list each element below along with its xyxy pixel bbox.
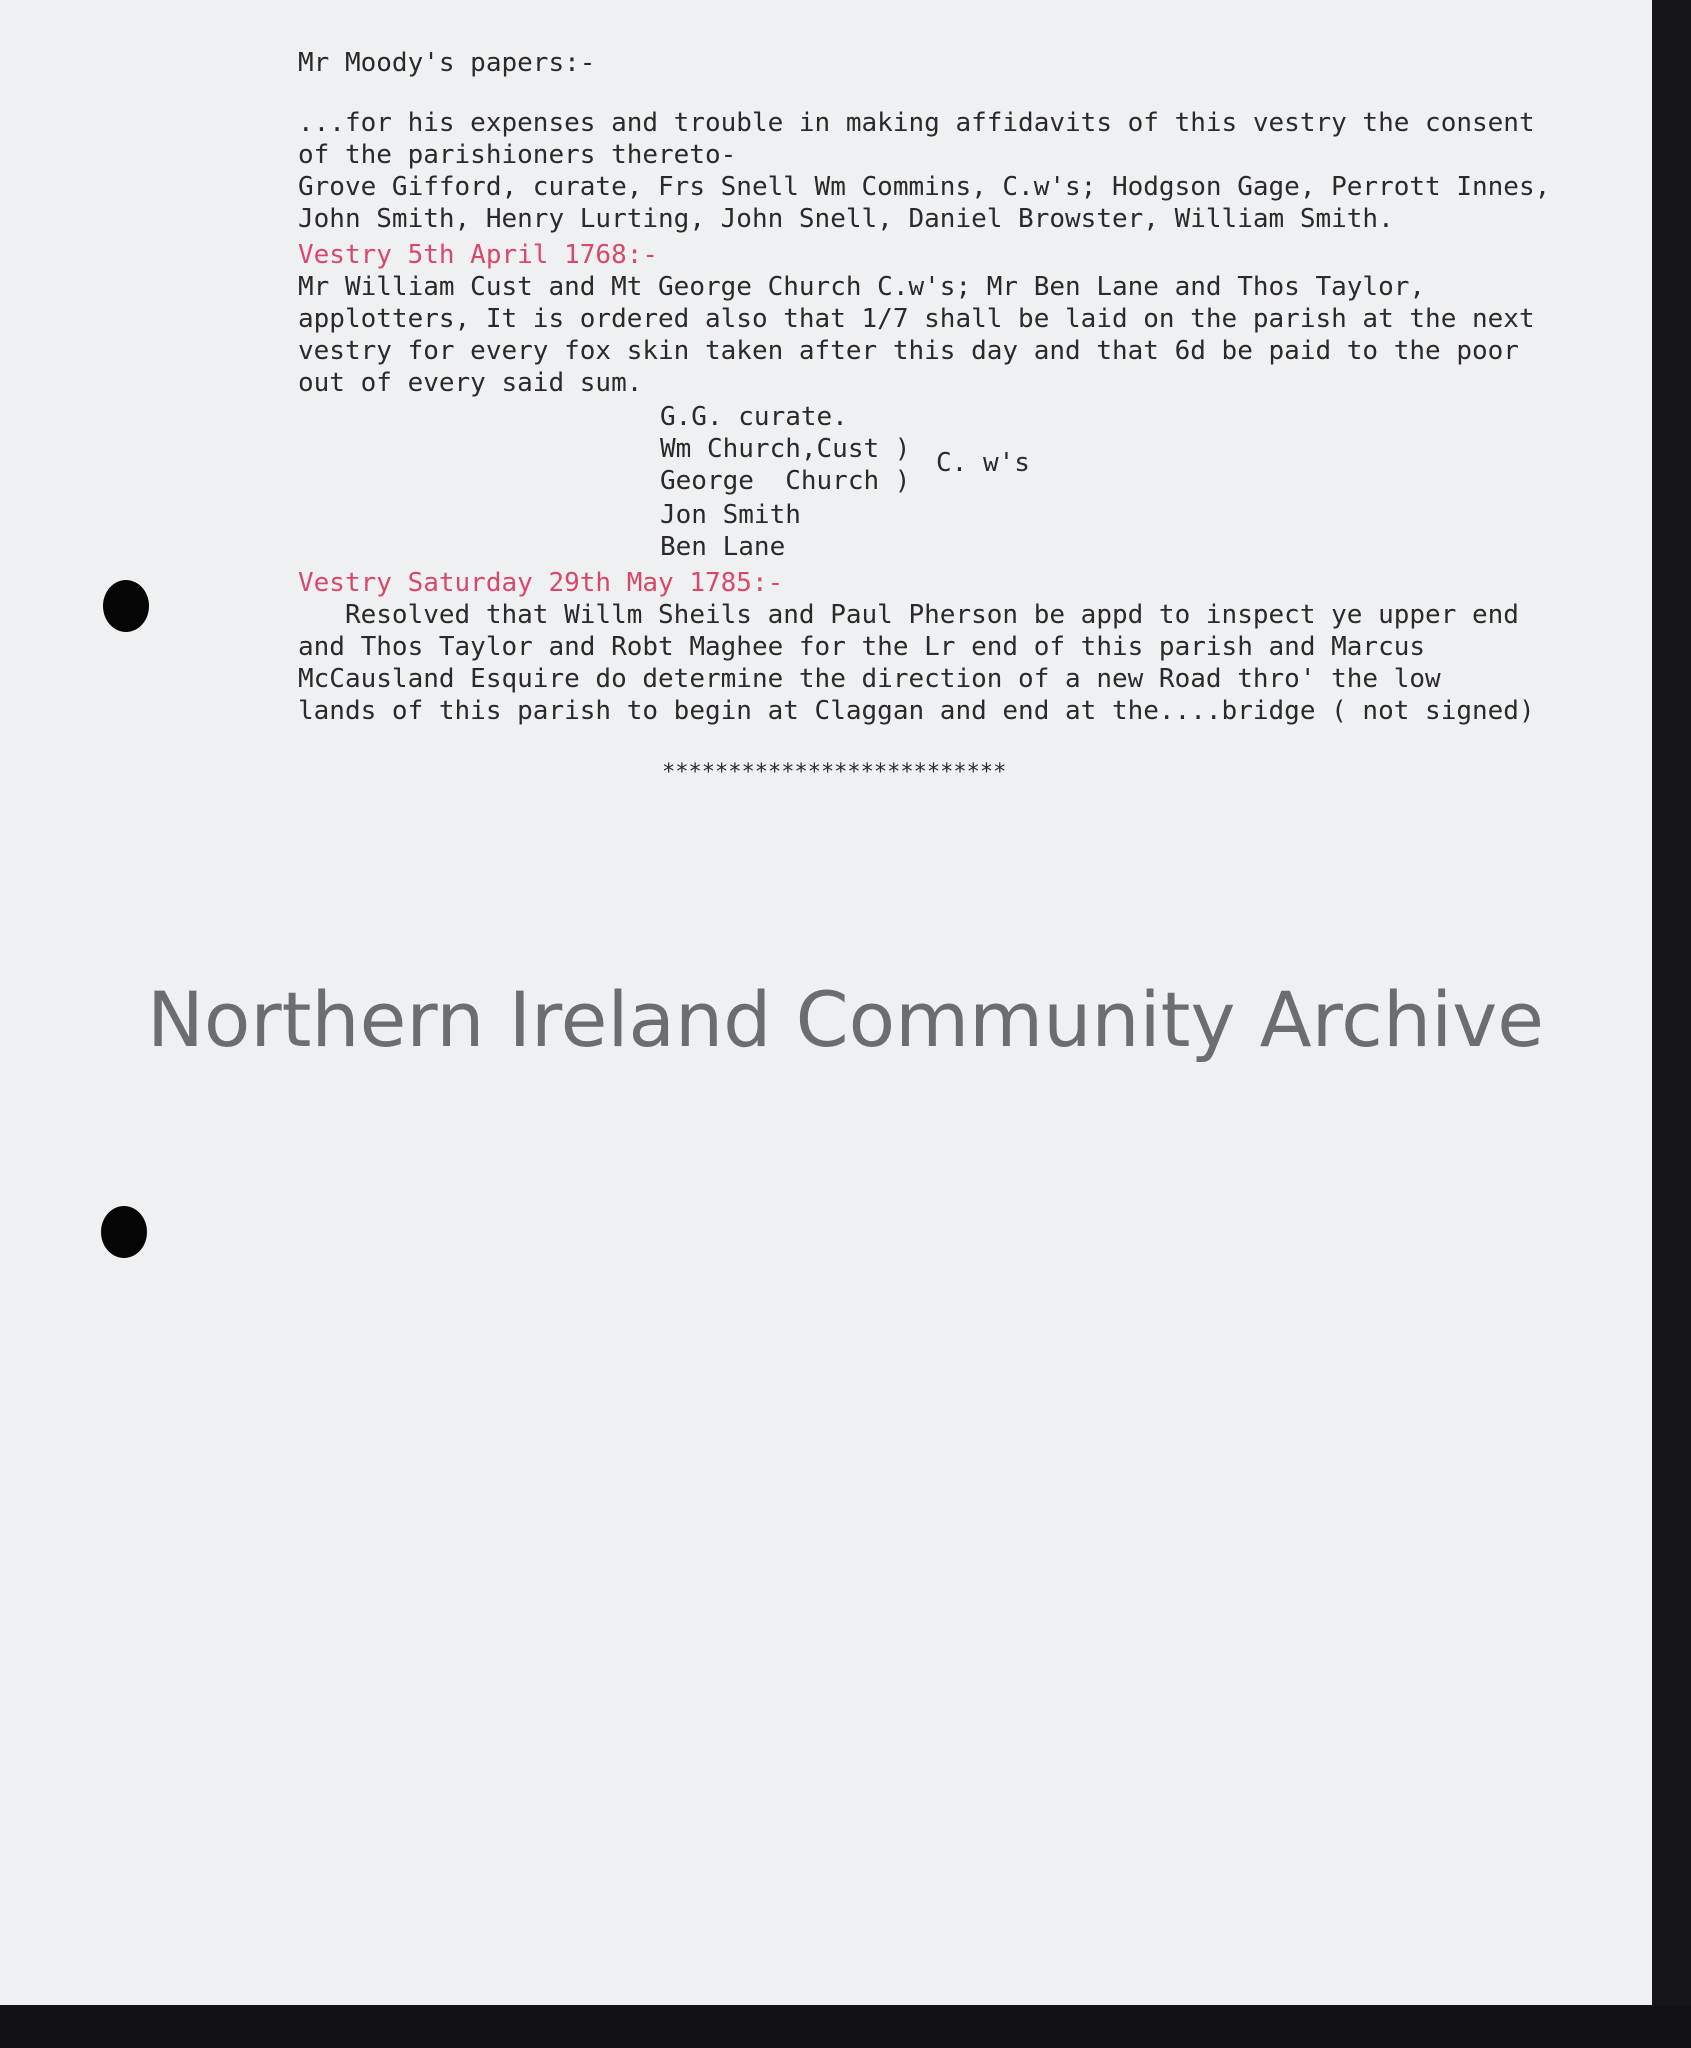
scan-border-right <box>1652 0 1691 2048</box>
vestry-1768-line: applotters, It is ordered also that 1/7 shall be laid on the parish at the next <box>298 304 1535 334</box>
archive-watermark: Northern Ireland Community Archive <box>147 975 1544 1064</box>
vestry-1785-line: Resolved that Willm Sheils and Paul Pherson be appd to inspect ye upper end <box>298 600 1519 630</box>
vestry-1785-line: McCausland Esquire do determine the direction of a new Road thro' the low <box>298 664 1441 694</box>
vestry-1768-line: out of every said sum. <box>298 368 643 398</box>
scan-border-bottom <box>0 2005 1691 2048</box>
vestry-1768-line: vestry for every fox skin taken after this day and that 6d be paid to the poor <box>298 336 1519 366</box>
punch-hole-bottom <box>101 1206 147 1258</box>
vestry-1768-heading: Vestry 5th April 1768:- <box>298 240 659 270</box>
intro-line: of the parishioners thereto- <box>298 140 737 170</box>
vestry-1785-line: and Thos Taylor and Robt Maghee for the Lr end of this parish and Marcus <box>298 632 1426 662</box>
signature-jon-smith: Jon Smith <box>660 500 801 530</box>
intro-line: ...for his expenses and trouble in making affidavits of this vestry the consent <box>298 108 1535 138</box>
vestry-1768-line: Mr William Cust and Mt George Church C.w's; Mr Ben Lane and Thos Taylor, <box>298 272 1426 302</box>
signature-curate: G.G. curate. <box>660 402 848 432</box>
vestry-1785-heading: Vestry Saturday 29th May 1785:- <box>298 568 784 598</box>
signature-churchwarden-2: George Church ) <box>660 466 911 496</box>
signature-ben-lane: Ben Lane <box>660 532 786 562</box>
document-heading: Mr Moody's papers:- <box>298 48 596 78</box>
signature-churchwarden-1: Wm Church,Cust ) <box>660 434 911 464</box>
punch-hole-top <box>103 580 149 632</box>
vestry-1785-line: lands of this parish to begin at Claggan and end at the....bridge ( not signed) <box>298 696 1535 726</box>
separator-line: ************************** <box>662 760 1007 785</box>
intro-line: John Smith, Henry Lurting, John Snell, Daniel Browster, William Smith. <box>298 204 1394 234</box>
intro-line: Grove Gifford, curate, Frs Snell Wm Commins, C.w's; Hodgson Gage, Perrott Innes, <box>298 172 1551 202</box>
churchwarden-label: C. w's <box>936 448 1030 478</box>
